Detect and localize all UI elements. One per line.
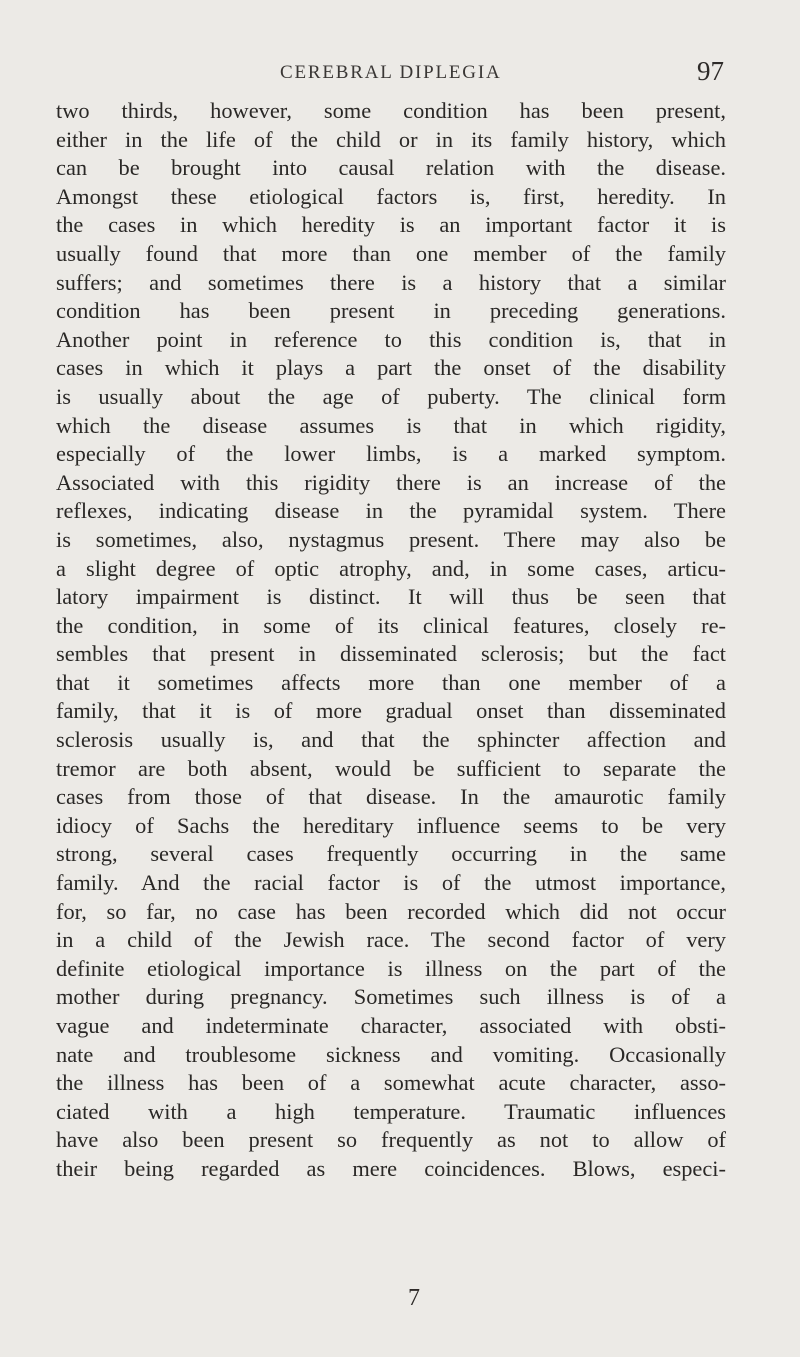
text-line: is usually about the age of puberty. The clinical form: [56, 383, 726, 409]
text-line: that it sometimes affects more than one member of a: [56, 669, 726, 695]
text-line: mother during pregnancy. Sometimes such illness is of a: [56, 984, 726, 1010]
text-line: which the disease assumes is that in which rigidity,: [56, 412, 726, 438]
text-line: a slight degree of optic atrophy, and, in some cases, articu-: [56, 555, 726, 581]
text-line: sclerosis usually is, and that the sphincter affection and: [56, 727, 726, 753]
text-line: vague and indeterminate character, associated with obsti-: [56, 1013, 726, 1038]
text-line: Associated with this rigidity there is an increase of the: [56, 469, 726, 495]
text-line: can be brought into causal relation with the disease.: [56, 155, 726, 181]
text-line: condition has been present in preceding generations.: [56, 298, 726, 324]
text-line: cases in which it plays a part the onset of the disability: [56, 355, 726, 381]
text-line: the cases in which heredity is an important factor it is: [56, 212, 726, 238]
text-line: ciated with a high temperature. Traumatic influences: [56, 1098, 726, 1124]
text-line: sembles that present in disseminated sclerosis; but the fact: [56, 641, 726, 667]
text-line: usually found that more than one member of the family: [56, 240, 726, 266]
text-line: is sometimes, also, nystagmus present. There may also be: [56, 526, 726, 552]
text-line: nate and troublesome sickness and vomiting. Occasionally: [56, 1041, 726, 1067]
text-line: the illness has been of a somewhat acute character, asso-: [56, 1070, 726, 1096]
text-line: definite etiological importance is illness on the part of the: [56, 955, 726, 981]
text-line: strong, several cases frequently occurring in the same: [56, 841, 726, 867]
text-line: especially of the lower limbs, is a marked symptom.: [56, 441, 726, 467]
text-line: tremor are both absent, would be sufficient to separate the: [56, 755, 726, 781]
text-line: suffers; and sometimes there is a history that a similar: [56, 269, 726, 295]
text-line: two thirds, however, some condition has been present,: [56, 98, 726, 123]
text-line: Another point in reference to this condition is, that in: [56, 326, 726, 352]
running-head: [112, 56, 726, 90]
text-line: either in the life of the child or in its family history, which: [56, 126, 726, 152]
text-line: have also been present so frequently as not to allow of: [56, 1127, 726, 1153]
text-line: cases from those of that disease. In the amaurotic family: [56, 784, 726, 810]
text-line: the condition, in some of its clinical features, closely re-: [56, 612, 726, 638]
text-line: idiocy of Sachs the hereditary influence seems to be very: [56, 812, 726, 838]
text-line: latory impairment is distinct. It will thus be seen that: [56, 584, 726, 610]
text-line: Amongst these etiological factors is, first, heredity. In: [56, 183, 726, 209]
running-title: CEREBRAL DIPLEGIA: [280, 62, 502, 83]
text-line: family, that it is of more gradual onset than disseminated: [56, 698, 726, 724]
text-line: in a child of the Jewish race. The second factor of very: [56, 927, 726, 953]
text-line: family. And the racial factor is of the utmost importance,: [56, 870, 726, 896]
text-line: for, so far, no case has been recorded which did not occur: [56, 898, 726, 924]
text-line: their being regarded as mere coincidences. Blows, especi-: [56, 1155, 726, 1181]
text-line: reflexes, indicating disease in the pyramidal system. There: [56, 498, 726, 524]
body-paragraph: [56, 97, 726, 1184]
signature-mark: 7: [408, 1285, 420, 1311]
page-number: 97: [697, 56, 724, 86]
